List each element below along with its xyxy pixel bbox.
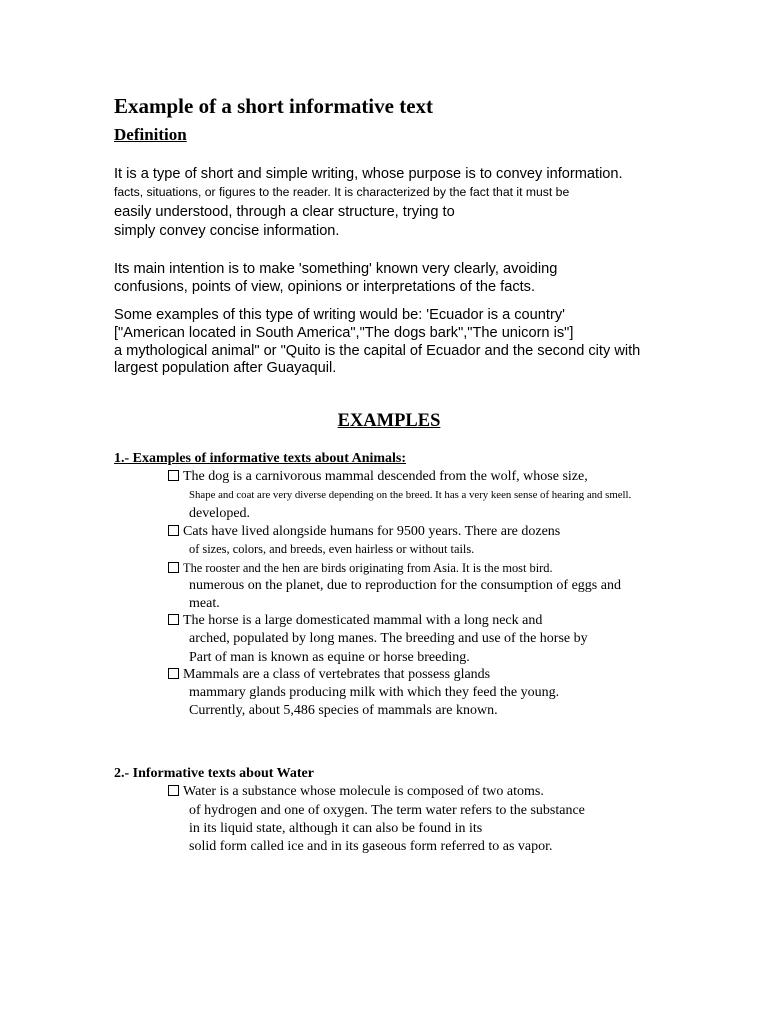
list-item-continuation: developed. bbox=[189, 506, 251, 521]
intro-line-1: It is a type of short and simple writing, whose purpose is to convey information. bbox=[114, 166, 623, 182]
definition-heading: Definition bbox=[114, 125, 187, 144]
section2-heading: 2.- Informative texts about Water bbox=[114, 766, 314, 781]
checkbox-bullet-icon bbox=[168, 562, 179, 573]
intention-line-2: confusions, points of view, opinions or interpretations of the facts. bbox=[114, 279, 536, 295]
intro-line-4: simply convey concise information. bbox=[114, 223, 340, 239]
checkbox-bullet-icon bbox=[168, 668, 179, 679]
list-item-continuation: of hydrogen and one of oxygen. The term water refers to the substance bbox=[189, 803, 585, 818]
list-item bbox=[168, 523, 560, 541]
list-item-continuation: Part of man is known as equine or horse breeding. bbox=[189, 650, 470, 665]
list-item bbox=[168, 559, 553, 577]
list-item-continuation: mammary glands producing milk with which they feed the young. bbox=[189, 685, 560, 700]
list-item-text: Cats have lived alongside humans for 9500 years. There are dozens bbox=[183, 524, 561, 539]
intro-line-3: easily understood, through a clear structure, trying to bbox=[114, 204, 455, 220]
checkbox-bullet-icon bbox=[168, 785, 179, 796]
list-item-text: Water is a substance whose molecule is composed of two atoms. bbox=[183, 784, 544, 799]
list-item-continuation: in its liquid state, although it can also be found in its bbox=[189, 821, 483, 836]
list-item bbox=[168, 666, 490, 684]
examples-heading: EXAMPLES bbox=[337, 411, 441, 431]
examples-line-2: ["American located in South America","The dogs bark","The unicorn is"] bbox=[114, 325, 574, 341]
list-item-continuation: Shape and coat are very diverse depending on the breed. It has a very keen sense of hearing and smell. bbox=[189, 489, 632, 501]
list-item-text: The dog is a carnivorous mammal descended from the wolf, whose size, bbox=[183, 469, 588, 484]
list-item bbox=[168, 783, 544, 801]
list-item bbox=[168, 612, 542, 630]
list-item-text: The horse is a large domesticated mammal with a long neck and bbox=[183, 613, 543, 628]
checkbox-bullet-icon bbox=[168, 470, 179, 481]
list-item-text: The rooster and the hen are birds originating from Asia. It is the most bird. bbox=[183, 561, 553, 575]
document-title: Example of a short informative text bbox=[114, 94, 434, 118]
checkbox-bullet-icon bbox=[168, 614, 179, 625]
list-item-continuation: solid form called ice and in its gaseous form referred to as vapor. bbox=[189, 839, 553, 854]
list-item-continuation: of sizes, colors, and breeds, even hairless or without tails. bbox=[189, 542, 475, 556]
list-item bbox=[168, 468, 588, 486]
checkbox-bullet-icon bbox=[168, 525, 179, 536]
list-item-continuation: arched, populated by long manes. The breeding and use of the horse by bbox=[189, 631, 588, 646]
intention-line-1: Its main intention is to make 'something' known very clearly, avoiding bbox=[114, 261, 558, 277]
list-item-continuation: meat. bbox=[189, 596, 220, 611]
list-item-continuation: numerous on the planet, due to reproduction for the consumption of eggs and bbox=[189, 578, 621, 593]
list-item-text: Mammals are a class of vertebrates that possess glands bbox=[183, 667, 491, 682]
list-item-continuation: Currently, about 5,486 species of mammals are known. bbox=[189, 703, 498, 718]
examples-line-3: a mythological animal" or "Quito is the capital of Ecuador and the second city with bbox=[114, 343, 641, 359]
intro-line-2: facts, situations, or figures to the reader. It is characterized by the fact that it must be bbox=[114, 185, 570, 199]
examples-line-1: Some examples of this type of writing would be: 'Ecuador is a country' bbox=[114, 307, 565, 323]
section1-heading: 1.- Examples of informative texts about Animals: bbox=[114, 451, 407, 466]
examples-line-4: largest population after Guayaquil. bbox=[114, 360, 337, 376]
